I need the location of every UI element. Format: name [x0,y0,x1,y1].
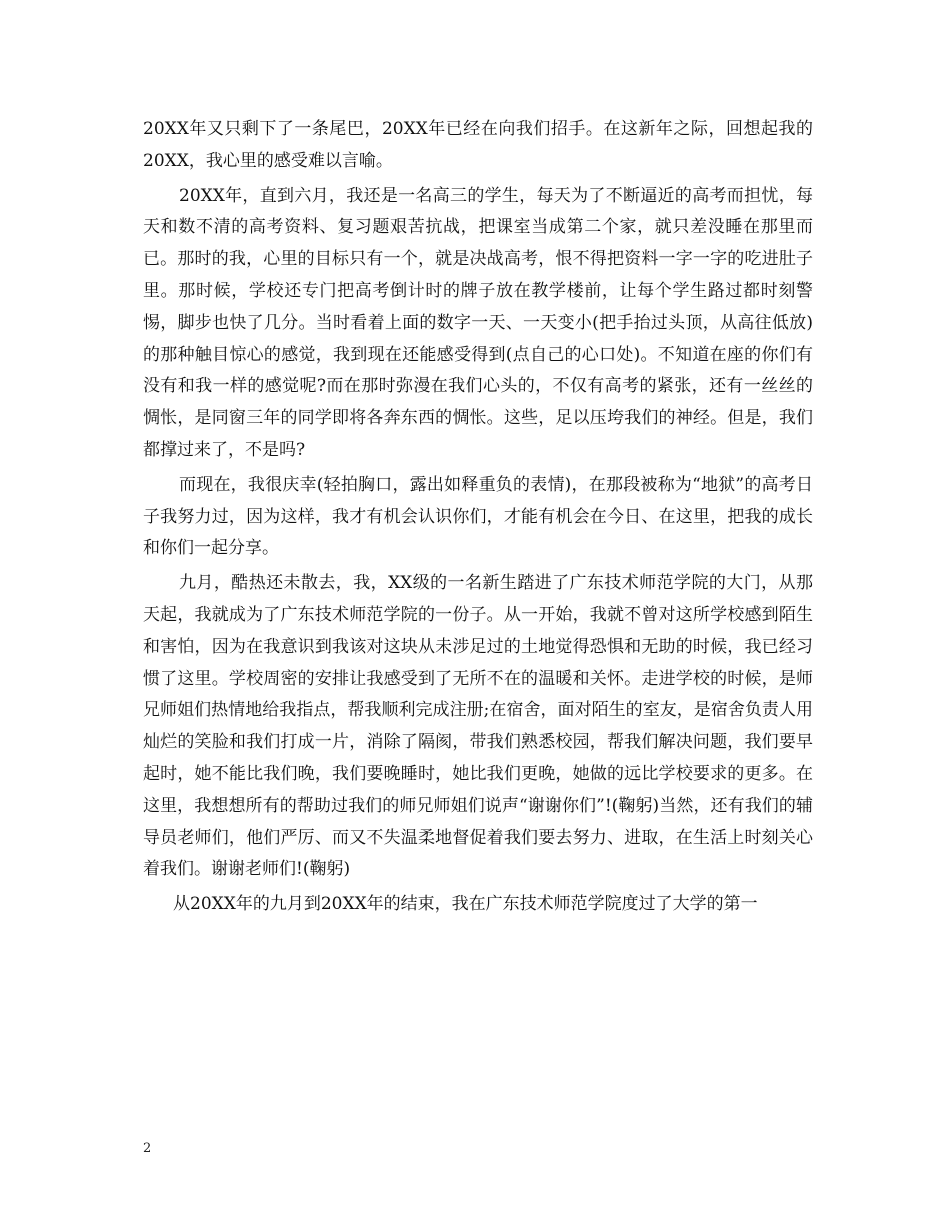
document-body [143,114,813,924]
paragraph-september: 九月，酷热还未散去，我，XX级的一名新生踏进了广东技术师范学院的大门，从那天起，我就成为了广东技术师范学院的一份子。从一开始，我就不曾对这所学校感到陌生和害怕，因为在我意识到我该对这块从未涉足过的土地觉得恐惧和无助的时候，我已经习惯了这里。学校周密的安排让我感受到了无所不在的温暖和关怀。走进学校的时候，是师兄师姐们热情地给我指点，帮我顺利完成注册;在宿舍，面对陌生的室友，是宿舍负责人用灿烂的笑脸和我们打成一片，消除了隔阂，带我们熟悉校园，帮我们解决问题，我们要早起时，她不能比我们晚，我们要晚睡时，她比我们更晚，她做的远比学校要求的更多。在这里，我想想所有的帮助过我们的师兄师姐们说声“谢谢你们”!(鞠躬)当然，还有我们的辅导员老师们，他们严厉、而又不失温柔地督促着我们要去努力、进取，在生活上时刻关心着我们。谢谢老师们!(鞠躬) [143,573,813,880]
page-number: 2 [143,1141,152,1156]
paragraph-high-school: 20XX年，直到六月，我还是一名高三的学生，每天为了不断逼近的高考而担忧，每天和数不清的高考资料、复习题艰苦抗战，把课室当成第二个家，就只差没睡在那里而已。那时的我，心里的目标只有一个，就是决战高考，恨不得把资料一字一字的吃进肚子里。那时候，学校还专门把高考倒计时的牌子放在教学楼前，让每个学生路过都时刻警惕，脚步也快了几分。当时看着上面的数字一天、一天变小(把手抬过头顶，从高往低放)的那种触目惊心的感觉，我到现在还能感受得到(点自己的心口处)。不知道在座的你们有没有和我一样的感觉呢?而在那时弥漫在我们心头的，不仅有高考的紧张，还有一丝丝的惆怅，是同窗三年的同学即将各奔东西的惆怅。这些，足以压垮我们的神经。但是，我们都撑过来了，不是吗? [143,185,813,460]
paragraph-intro: 20XX年又只剩下了一条尾巴，20XX年已经在向我们招手。在这新年之际，回想起我的20XX，我心里的感受难以言喻。 [143,119,813,171]
paragraph-now: 而现在，我很庆幸(轻拍胸口，露出如释重负的表情)，在那段被称为“地狱”的高考日子我努力过，因为这样，我才有机会认识你们，才能有机会在今日、在这里，把我的成长和你们一起分享。 [143,474,813,559]
paragraph-closing: 从20XX年的九月到20XX年的结束，我在广东技术师范学院度过了大学的第一 [173,894,758,915]
